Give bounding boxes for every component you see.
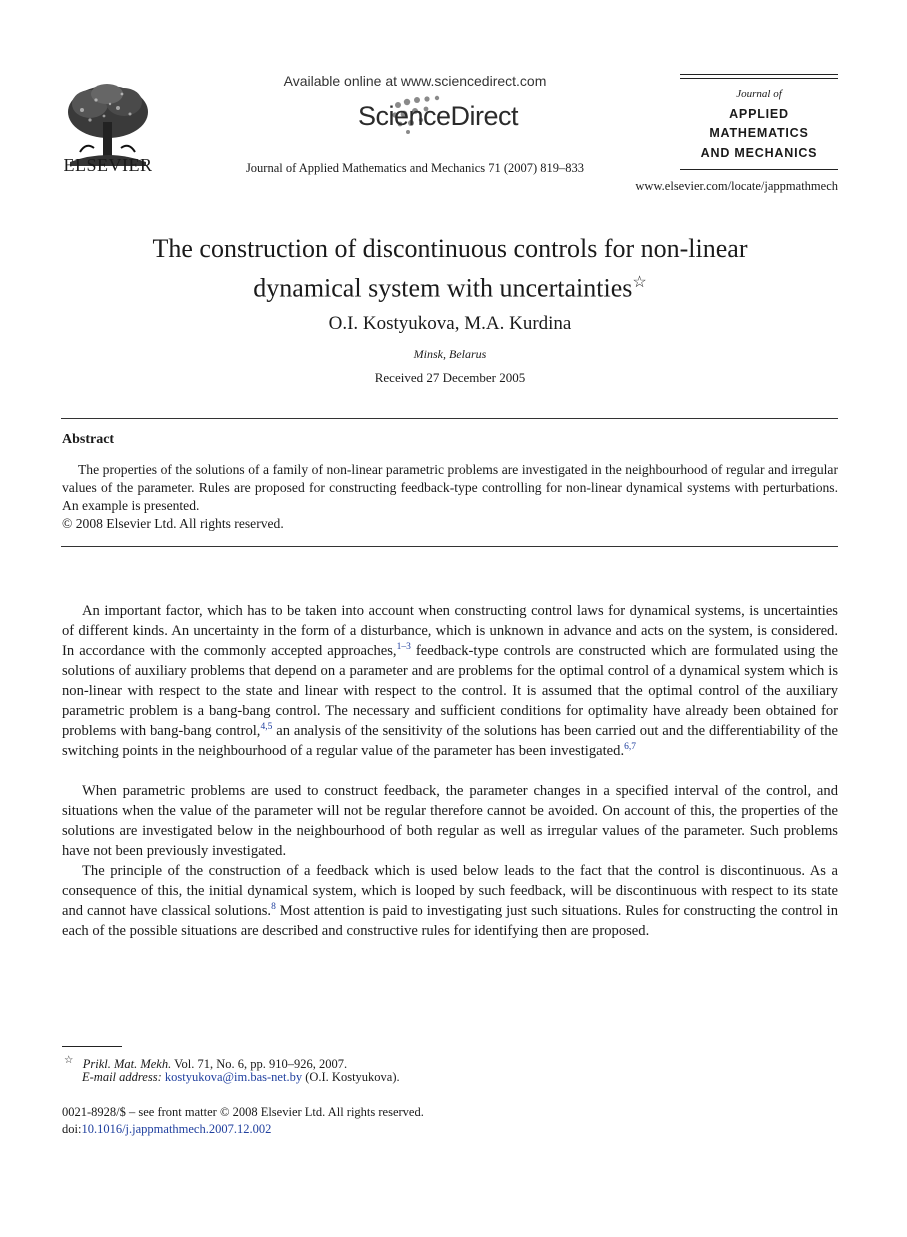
title-line2: dynamical system with uncertainties — [253, 273, 633, 303]
sciencedirect-wordmark: ScienceDirect — [358, 101, 519, 131]
doi-link[interactable]: 10.1016/j.jappmathmech.2007.12.002 — [81, 1122, 272, 1136]
journal-box-top-rule — [680, 74, 838, 75]
abstract-bottom-rule — [61, 546, 838, 547]
email-label: E-mail address: — [82, 1070, 162, 1084]
journal-box-line3: AND MECHANICS — [700, 146, 818, 160]
journal-url-link[interactable]: www.elsevier.com/locate/jappmathmech — [635, 179, 838, 193]
authors: O.I. Kostyukova, M.A. Kurdina — [328, 313, 572, 334]
email-owner: (O.I. Kostyukova). — [302, 1070, 400, 1084]
p1-text-a: An important factor, which has to be taken into account when constructing control laws for dynamical systems, is uncertainties of different kinds. An uncertainty in the form of a disturbance, which is unknown in advance and acts on the system, is considered. In accordance with the commonly accepted approaches, — [62, 603, 838, 659]
p3-text-b: Most attention is paid to investigating just such situations. Rules for constructing the control in each of the possible situations are described and constructive rules for identifying then are proposed. — [62, 903, 839, 939]
journal-box-bottom-rule — [680, 169, 838, 170]
article-title — [60, 232, 840, 306]
footnote-email — [82, 1069, 842, 1086]
abstract-copyright: © 2008 Elsevier Ltd. All rights reserved. — [62, 516, 284, 531]
abstract-heading: Abstract — [62, 432, 115, 447]
title-line1: The construction of discontinuous controls for non-linear — [152, 234, 748, 263]
journal-box-of: Journal of — [736, 88, 782, 100]
footnote-mark: ☆ — [64, 1055, 74, 1066]
footnote-rule — [62, 1046, 122, 1047]
email-link[interactable]: kostyukova@im.bas-net.by — [164, 1070, 303, 1084]
ref-link-6-7[interactable]: 6,7 — [624, 742, 636, 753]
journal-citation: Journal of Applied Mathematics and Mechanics 71 (2007) 819–833 — [245, 161, 585, 175]
issn-line: 0021-8928/$ – see front matter © 2008 Elsevier Ltd. All rights reserved. — [62, 1105, 424, 1119]
body-paragraph-2: When parametric problems are used to construct feedback, the parameter changes in a specified interval of the control, and situations when the value of the parameter will not be regular therefore cannot be avoided. On account of this, the properties of the solutions are investigated below in the neighbourhood of both regular as well as irregular values of the parameter. Such problems have not been previously investigated. — [62, 783, 838, 859]
abstract-top-rule — [61, 418, 838, 419]
footnote-journal: Prikl. Mat. Mekh. — [82, 1057, 172, 1072]
journal-box-line1: APPLIED — [729, 107, 789, 121]
affiliation: Minsk, Belarus — [413, 347, 487, 361]
journal-box-line2: MATHEMATICS — [709, 126, 809, 140]
abstract-text: The properties of the solutions of a family of non-linear parametric problems are investigated in the neighbourhood of regular and irregular values of the parameter. Rules are proposed for constructing feedback-type controlling for non-linear dynamical systems with perturbations. An example is presented. — [62, 462, 838, 513]
title-footnote-mark[interactable]: ☆ — [632, 274, 647, 291]
p3-text-a: The principle of the construction of a feedback which is used below leads to the fact that the control is discontinuous. As a consequence of this, the initial dynamical system, which is looped by such feedback, will be discontinuous with respect to its state and cannot have classical solutions. — [62, 863, 838, 919]
p1-text-c: an analysis of the sensitivity of the solutions has been carried out and the differentiability of the switching points in the neighbourhood of a regular value of the parameter has been investigated. — [62, 723, 838, 759]
journal-box-top-rule-2 — [680, 78, 838, 79]
ref-link-4-5[interactable]: 4,5 — [260, 722, 273, 733]
p1-text-b: feedback-type controls are constructed which are formulated using the solutions of auxiliary problems that depend on a parameter and are problems for the optimal control of a dynamical system which is non-linear with respect to the state and linear with respect to the control. It is assumed that the optimal control of the auxiliary parametric problem is a bang-bang control. The necessary and sufficient conditions for optimality have already been obtained for problems with bang-bang control, — [62, 643, 838, 739]
doi-label: doi: — [62, 1122, 82, 1136]
body-paragraph-1 — [62, 601, 838, 761]
doi-line — [62, 1122, 271, 1137]
body-paragraph-3 — [62, 861, 838, 941]
journal-title-box — [680, 74, 838, 174]
ref-link-8[interactable]: 8 — [271, 902, 276, 913]
ref-link-1-3[interactable]: 1–3 — [396, 642, 411, 653]
received-date: Received 27 December 2005 — [374, 370, 526, 385]
elsevier-wordmark: ELSEVIER — [63, 155, 153, 175]
available-online-line: Available online at www.sciencedirect.com — [283, 73, 547, 89]
footnote-citation-detail: Vol. 71, No. 6, pp. 910–926, 2007. — [171, 1057, 348, 1072]
